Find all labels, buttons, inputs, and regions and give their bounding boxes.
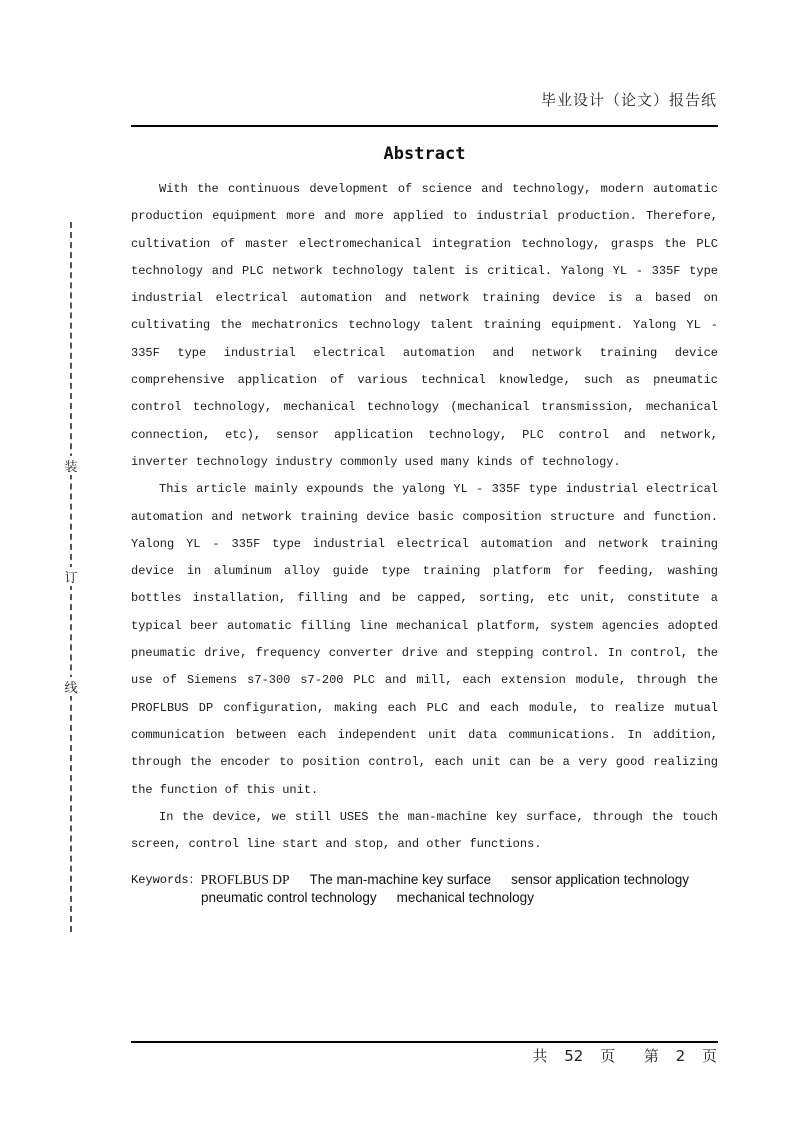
page-header-title: 毕业设计（论文）报告纸	[540, 91, 717, 109]
binding-char-zhuang: 装	[60, 456, 82, 475]
keyword-item: sensor application technology	[511, 872, 689, 887]
footer-page-prefix: 第	[643, 1047, 659, 1065]
footer-total-pages: 52	[564, 1047, 584, 1065]
binding-char-ding: 订	[60, 567, 82, 586]
binding-margin	[60, 222, 82, 932]
keywords-block	[131, 871, 731, 907]
keyword-item: The man-machine key surface	[309, 872, 492, 887]
keyword-item: pneumatic control technology	[201, 890, 377, 905]
keyword-item: PROFLBUS DP	[200, 872, 290, 887]
keyword-item: mechanical technology	[396, 890, 534, 905]
abstract-paragraph: With the continuous development of science and technology, modern automatic production equipment more and more applied to industrial production. Therefore, cultivation of master electromechanical integration technology, grasps the PLC technology and PLC network technology talent is critical. Yalong YL - 335F type industrial electrical automation and network training device is a based on cultivating the mechatronics technology talent training equipment. Yalong YL - 335F type industrial electrical automation and network training device comprehensive application of various technical knowledge, such as pneumatic control technology, mechanical technology (mechanical transmission, mechanical connection, etc), sensor application technology, PLC control and network, inverter technology industry commonly used many kinds of technology.	[131, 182, 718, 469]
page-footer	[522, 1045, 717, 1066]
header-rule	[131, 125, 718, 127]
keywords-row	[131, 889, 731, 907]
binding-char-xian: 线	[60, 677, 82, 696]
footer-page-suffix: 页	[701, 1047, 717, 1065]
footer-page-number: 2	[675, 1047, 686, 1065]
abstract-paragraph: In the device, we still USES the man-machine key surface, through the touch screen, control line start and stop, and other functions.	[131, 809, 718, 852]
abstract-paragraph: This article mainly expounds the yalong YL - 335F type industrial electrical automation and network training device basic composition structure and function. Yalong YL - 335F type industrial electrical automation and network training device in aluminum alloy guide type training platform for feeding, washing bottles installation, filling and be capped, sorting, etc unit, constitute a typical beer automatic filling line mechanical platform, system agencies adopted pneumatic drive, frequency converter drive and stepping control. In control, the use of Siemens s7-300 s7-200 PLC and mill, each extension module, through the PROFLBUS DP configuration, making each PLC and each module, to realize mutual communication between each independent unit data communications. In addition, through the encoder to position control, each unit can be a very good realizing the function of this unit.	[131, 482, 718, 797]
footer-total-suffix: 页	[600, 1047, 616, 1065]
abstract-heading: Abstract	[383, 144, 466, 164]
keywords-label: Keywords：	[131, 873, 201, 887]
abstract-body	[131, 176, 718, 858]
keywords-row	[131, 871, 731, 889]
footer-total-prefix: 共	[532, 1047, 548, 1065]
footer-rule	[131, 1041, 718, 1043]
